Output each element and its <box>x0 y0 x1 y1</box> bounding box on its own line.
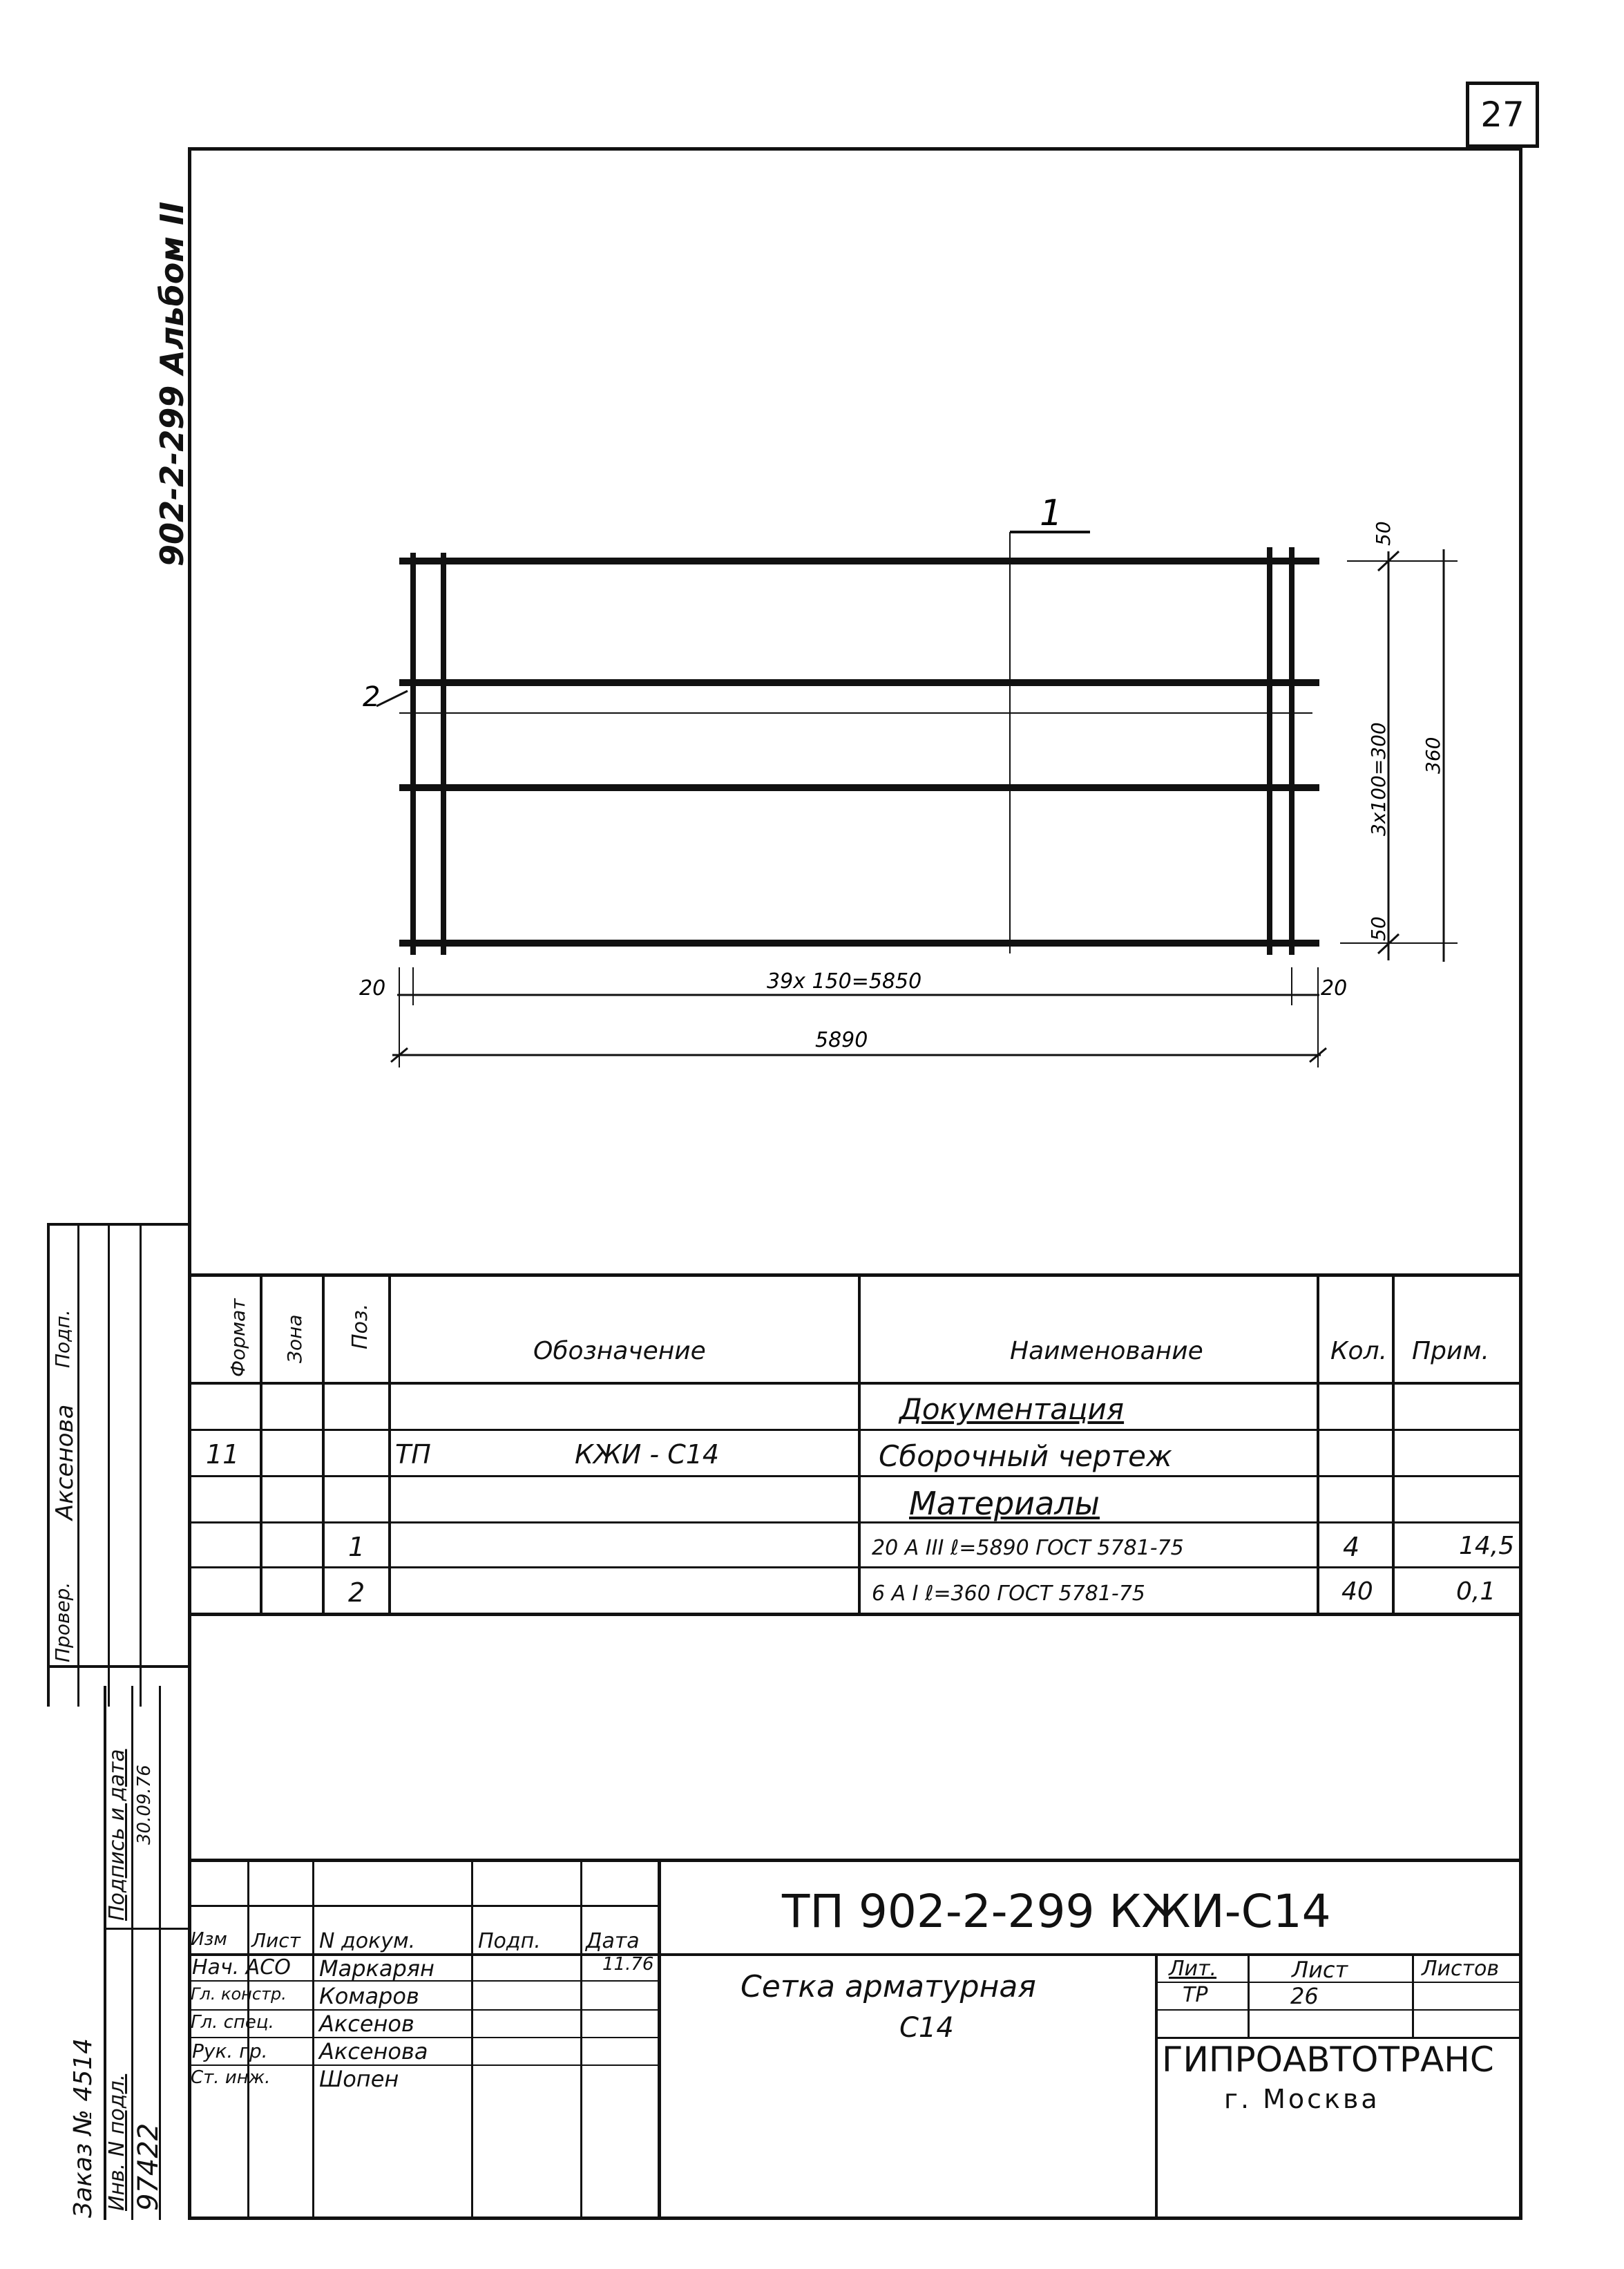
product-name-1: Сетка арматурная <box>741 1969 1036 2004</box>
spec-row-format: 11 <box>206 1439 240 1470</box>
stamp-label-check: Провер. <box>51 1582 74 1662</box>
header-date: Дата <box>586 1929 640 1953</box>
staff-role: Гл. констр. <box>191 1984 287 2004</box>
header-pos: Поз. <box>348 1303 372 1349</box>
dim-right-offset: 20 <box>1321 976 1348 1000</box>
spec-row-name: Документация <box>899 1392 1125 1426</box>
spec-row-name: 6 А I ℓ=360 ГОСТ 5781-75 <box>872 1582 1145 1606</box>
sheet-value: 26 <box>1290 1983 1319 2009</box>
inv-value: 97422 <box>133 2123 164 2211</box>
sheets-label: Листов <box>1422 1957 1500 1981</box>
spec-row-pos: 1 <box>348 1532 365 1562</box>
dim-top-spacing: 50 <box>1372 521 1395 546</box>
staff-role: Гл. спец. <box>191 2012 274 2033</box>
dim-total-length: 5890 <box>815 1028 868 1052</box>
spec-row-designation-a: ТП <box>395 1439 431 1470</box>
spec-row-note: 0,1 <box>1456 1577 1496 1606</box>
callout-1: 1 <box>1040 493 1063 534</box>
spec-row-note: 14,5 <box>1459 1532 1515 1560</box>
spec-row-name: 20 А III ℓ=5890 ГОСТ 5781-75 <box>872 1536 1184 1560</box>
staff-name: Маркарян <box>319 1955 434 1982</box>
staff-name: Комаров <box>319 1983 419 2009</box>
side-label: 902-2-299 Альбом II <box>153 201 191 567</box>
staff-name: Аксенова <box>319 2038 428 2064</box>
date-value: 11.76 <box>602 1954 654 1975</box>
spec-row-designation-b: КЖИ - С14 <box>575 1439 720 1470</box>
header-list: Лист <box>251 1929 300 1952</box>
spec-row-pos: 2 <box>348 1577 365 1608</box>
org-city: г. Москва <box>1224 2084 1380 2114</box>
staff-role: Рук. гр. <box>192 2040 268 2062</box>
header-note: Прим. <box>1412 1337 1489 1365</box>
doc-code: ТП 902-2-299 КЖИ-С14 <box>782 1885 1331 1938</box>
lit-value: ТР <box>1183 1983 1208 2007</box>
order-label: Заказ № 4514 <box>69 2038 97 2218</box>
header-name: Наименование <box>1010 1337 1203 1365</box>
header-designation: Обозначение <box>533 1337 706 1365</box>
left-stamp <box>47 1223 188 1707</box>
dim-middle-spacing: 3x100=300 <box>1367 722 1390 836</box>
sign-label: Подпись и дата <box>105 1749 129 1921</box>
dim-left-offset: 20 <box>359 976 386 1000</box>
inv-label: Инв. N подл. <box>105 2073 129 2211</box>
pos2-marker: 2 <box>363 681 381 713</box>
org-name: ГИПРОАВТОТРАНС <box>1162 2040 1494 2080</box>
sign-value: 30.09.76 <box>134 1765 155 1845</box>
spec-table <box>188 1273 1522 1688</box>
spec-row-qty: 40 <box>1341 1577 1373 1606</box>
dim-bottom-spacing: 50 <box>1367 916 1390 941</box>
header-sign: Подп. <box>478 1929 541 1953</box>
staff-role: Ст. инж. <box>191 2067 271 2088</box>
staff-name: Шопен <box>319 2066 399 2092</box>
header-format: Формат <box>227 1298 249 1377</box>
lit-label: Лит. <box>1169 1957 1217 1981</box>
title-block <box>188 1859 1522 2220</box>
page-number: 27 <box>1480 95 1525 135</box>
dim-bar-spacing: 39x 150=5850 <box>767 969 922 994</box>
staff-role: Нач. АСО <box>192 1955 291 1980</box>
spec-row-name: Сборочный чертеж <box>879 1439 1172 1473</box>
header-qty: Кол. <box>1330 1337 1388 1365</box>
dim-total-height: 360 <box>1422 737 1444 774</box>
stamp-label-name: Аксенова <box>51 1404 79 1520</box>
spec-row-name: Материалы <box>909 1485 1100 1522</box>
product-name-2: С14 <box>899 2012 954 2044</box>
staff-name: Аксенов <box>319 2011 414 2037</box>
left-inv-block <box>104 1686 188 2220</box>
header-izm: Изм <box>191 1929 227 1950</box>
sheet-label: Лист <box>1292 1957 1348 1983</box>
spec-row-qty: 4 <box>1343 1532 1360 1562</box>
header-doc: N докум. <box>319 1929 416 1953</box>
header-zone: Зона <box>283 1314 306 1363</box>
stamp-label-sign: Подп. <box>51 1309 74 1368</box>
